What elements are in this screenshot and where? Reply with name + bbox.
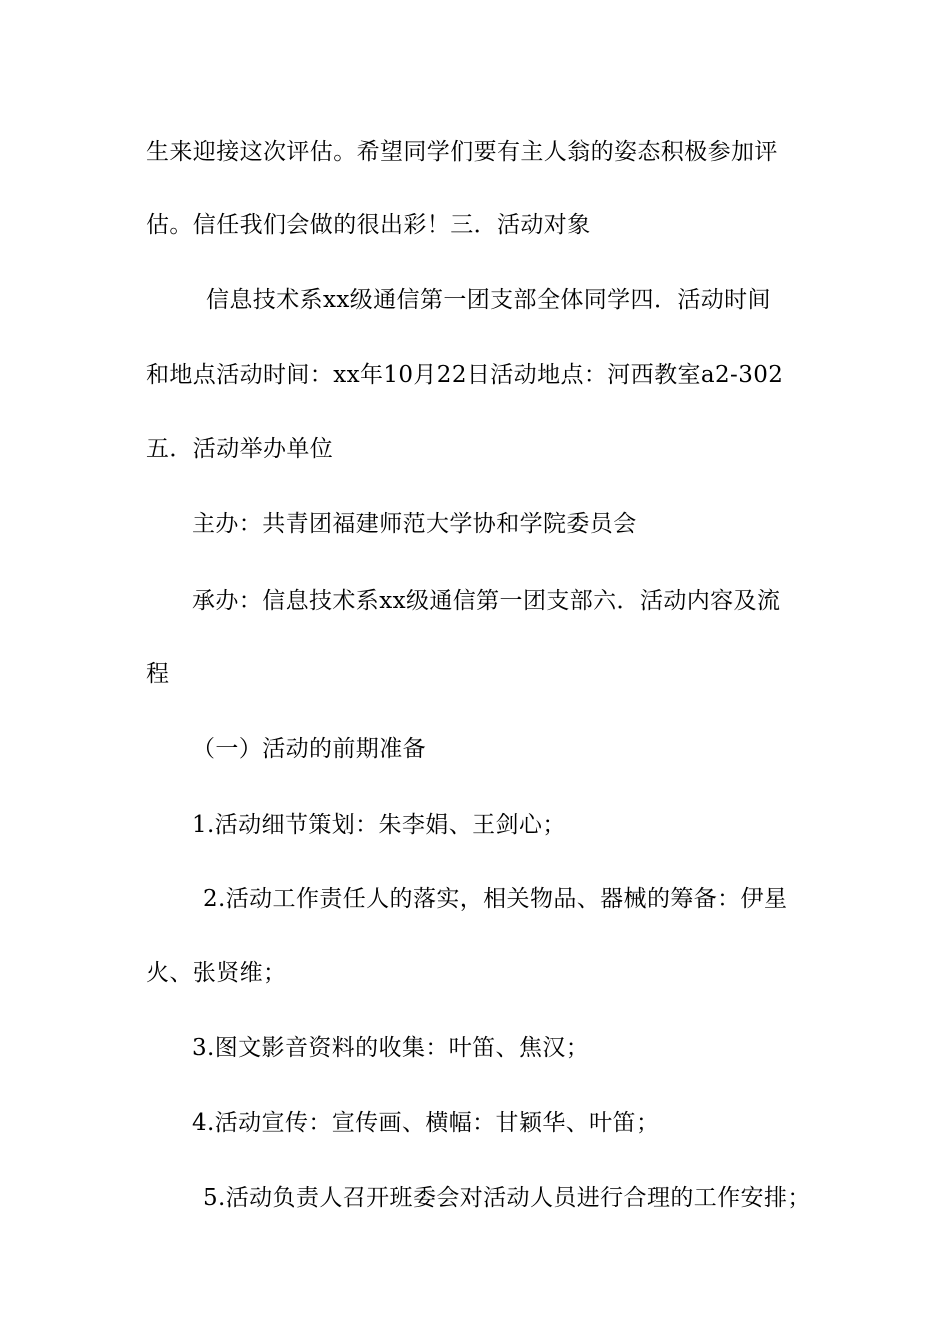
text-line-11: 2.活动工作责任人的落实，相关物品、器械的筹备：伊星 xyxy=(203,886,788,912)
text-line-5: 五．活动举办单位 xyxy=(146,436,334,462)
text-line-12: 火、张贤维； xyxy=(146,960,287,986)
text-line-4: 和地点活动时间：xx年10月22日活动地点：河西教室a2-302 xyxy=(146,362,784,388)
text-line-8: 程 xyxy=(146,661,170,687)
text-line-6: 主办：共青团福建师范大学协和学院委员会 xyxy=(192,511,637,537)
text-line-7: 承办：信息技术系xx级通信第一团支部六．活动内容及流 xyxy=(192,588,781,614)
text-line-9: （一）活动的前期准备 xyxy=(192,736,426,762)
text-line-15: 5.活动负责人召开班委会对活动人员进行合理的工作安排； xyxy=(203,1185,811,1211)
text-line-13: 3.图文影音资料的收集：叶笛、焦汉； xyxy=(192,1035,590,1061)
text-line-3: 信息技术系xx级通信第一团支部全体同学四．活动时间 xyxy=(206,287,771,313)
text-line-2: 估。信任我们会做的很出彩！三．活动对象 xyxy=(146,212,591,238)
text-line-10: 1.活动细节策划：朱李娟、王剑心； xyxy=(192,812,566,838)
text-line-1: 生来迎接这次评估。希望同学们要有主人翁的姿态积极参加评 xyxy=(146,139,778,165)
text-line-14: 4.活动宣传：宣传画、横幅：甘颖华、叶笛； xyxy=(192,1110,660,1136)
